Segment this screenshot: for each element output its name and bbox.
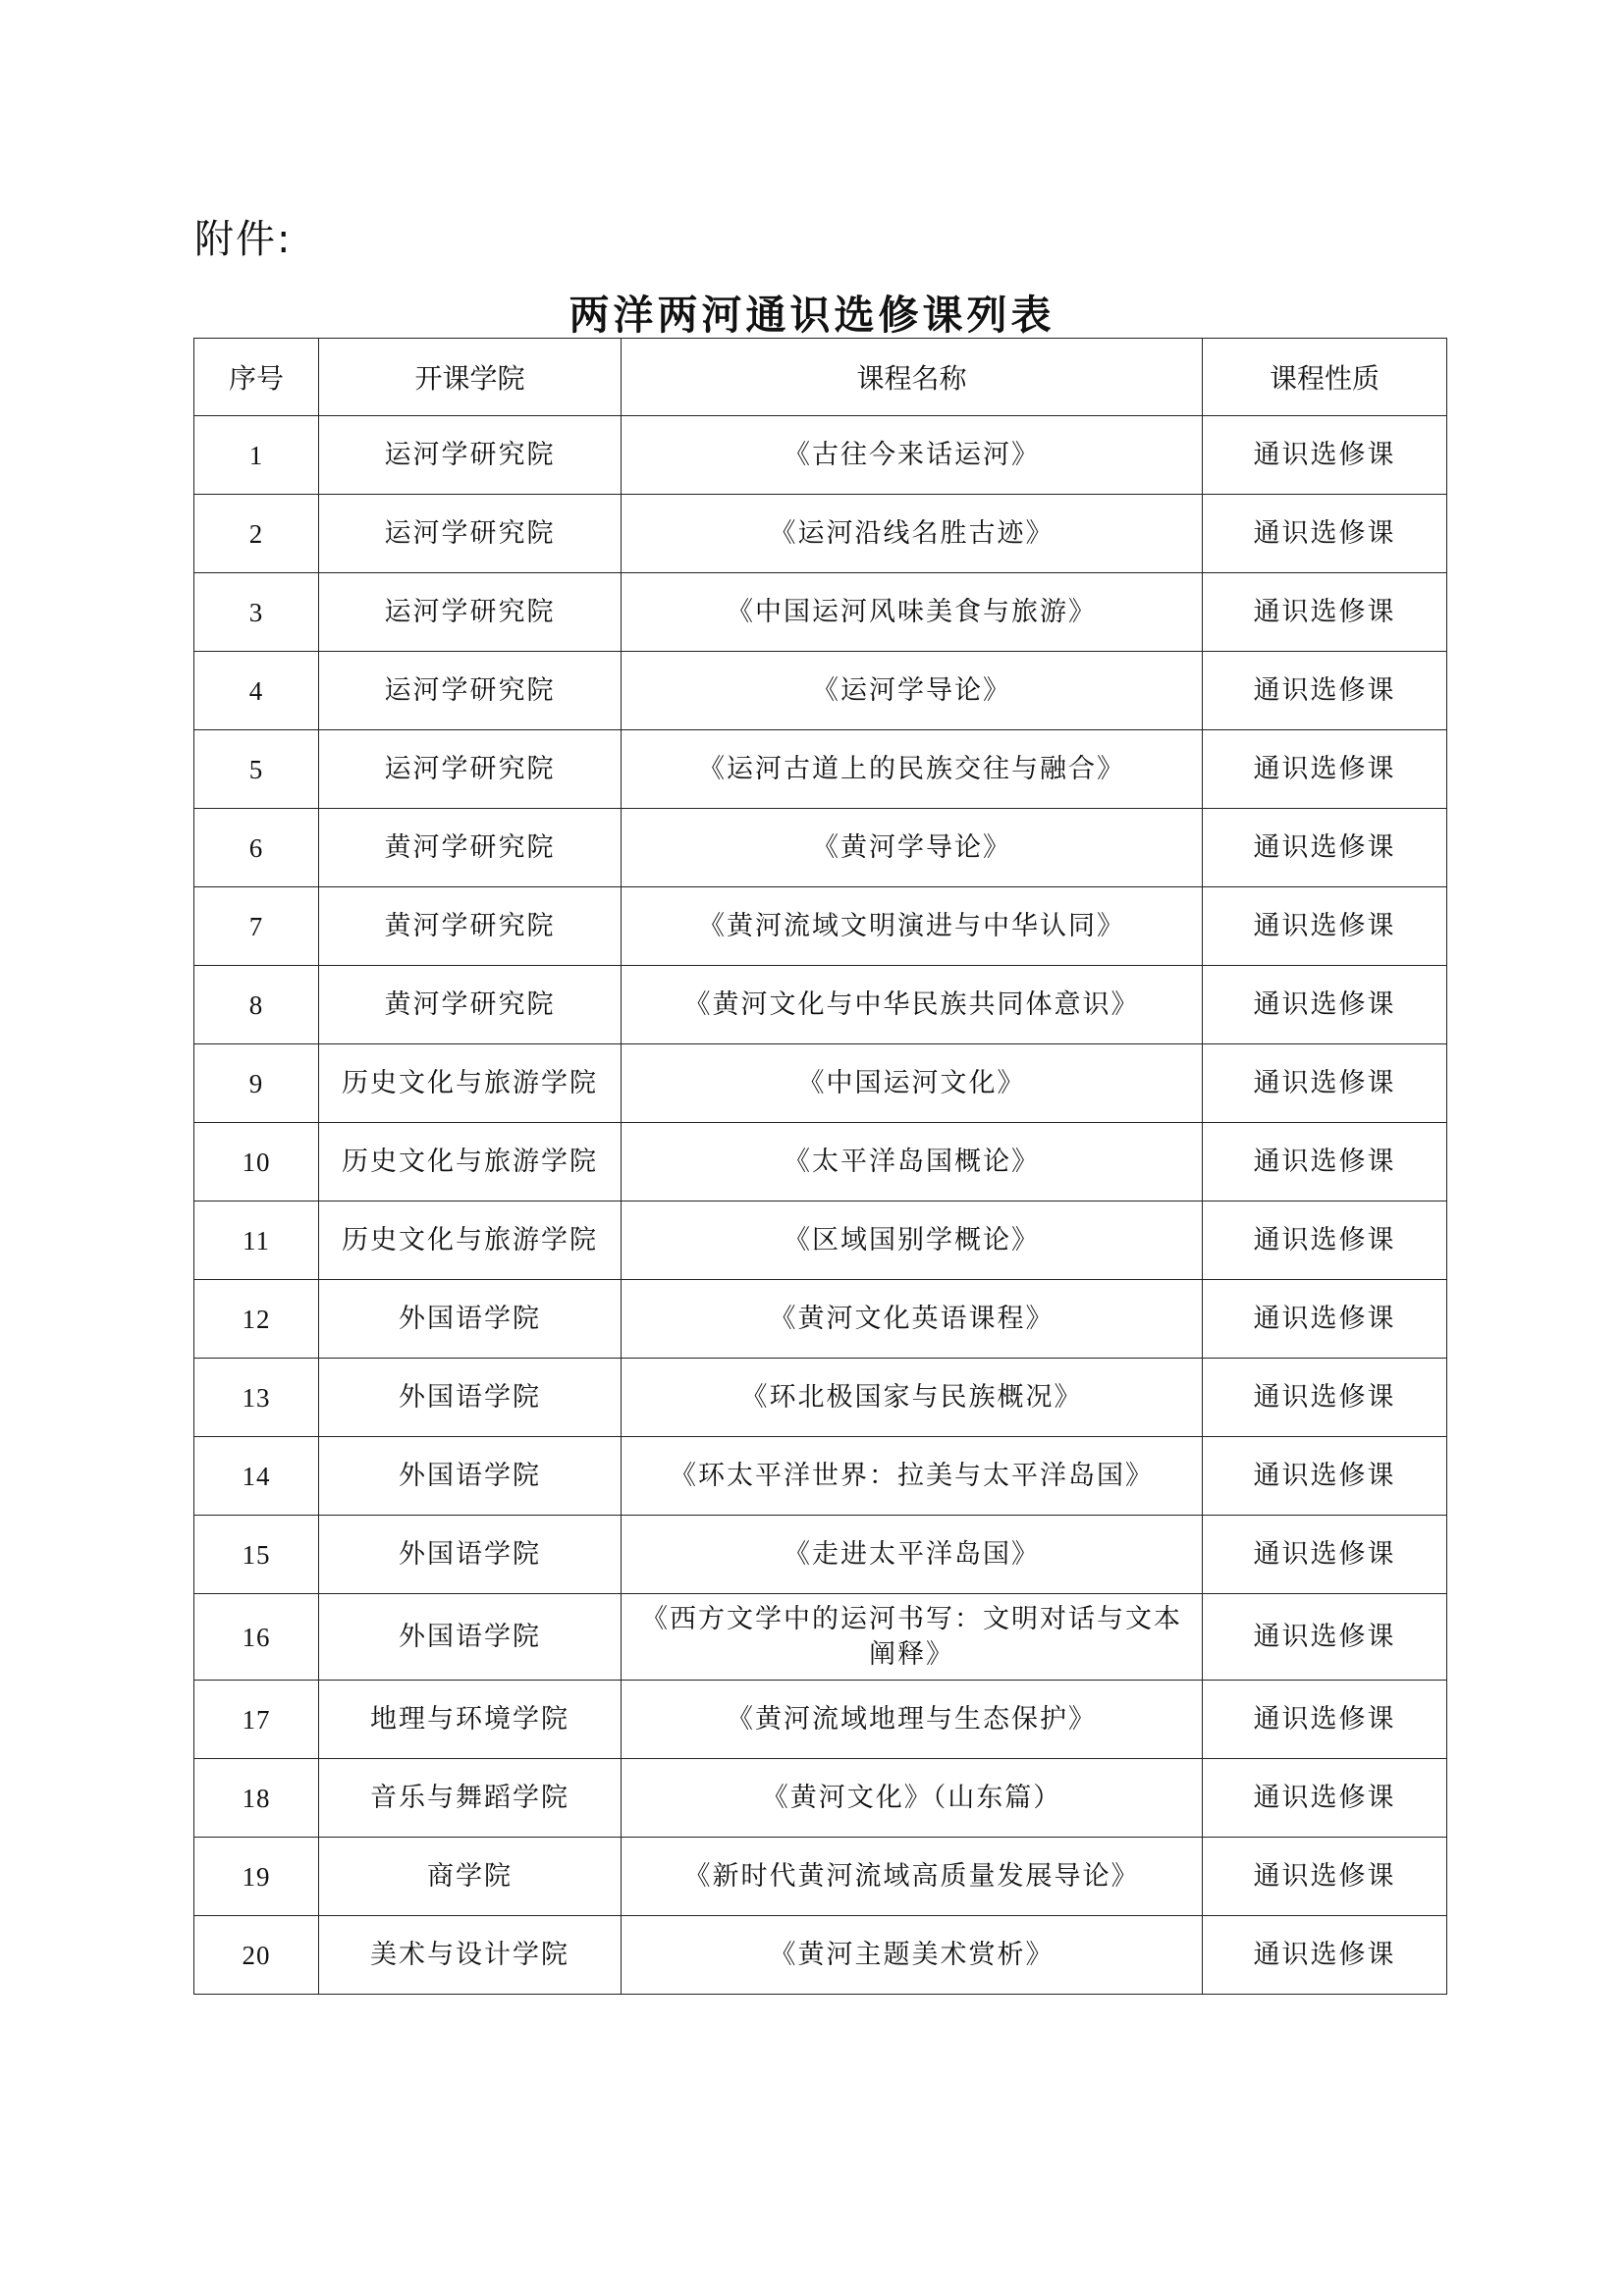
row-course-type: 通识选修课 bbox=[1203, 1594, 1447, 1681]
row-index: 11 bbox=[194, 1201, 319, 1280]
table-row bbox=[194, 809, 1447, 887]
table-row bbox=[194, 495, 1447, 573]
row-course-type: 通识选修课 bbox=[1203, 966, 1447, 1044]
row-index: 12 bbox=[194, 1280, 319, 1359]
row-college: 地理与环境学院 bbox=[319, 1681, 622, 1759]
row-course-type: 通识选修课 bbox=[1203, 1916, 1447, 1995]
table-row bbox=[194, 887, 1447, 966]
table-row bbox=[194, 1516, 1447, 1594]
row-index: 3 bbox=[194, 573, 319, 652]
row-index: 10 bbox=[194, 1123, 319, 1201]
row-course-type: 通识选修课 bbox=[1203, 1838, 1447, 1916]
table-row bbox=[194, 1594, 1447, 1681]
row-course-name: 《运河沿线名胜古迹》 bbox=[622, 495, 1203, 573]
row-college: 历史文化与旅游学院 bbox=[319, 1044, 622, 1123]
row-college: 美术与设计学院 bbox=[319, 1916, 622, 1995]
row-course-type: 通识选修课 bbox=[1203, 1280, 1447, 1359]
row-college: 外国语学院 bbox=[319, 1437, 622, 1516]
row-course-name: 《运河学导论》 bbox=[622, 652, 1203, 730]
table-row bbox=[194, 416, 1447, 495]
row-college: 音乐与舞蹈学院 bbox=[319, 1759, 622, 1838]
row-college: 外国语学院 bbox=[319, 1359, 622, 1437]
row-course-name: 《环太平洋世界：拉美与太平洋岛国》 bbox=[622, 1437, 1203, 1516]
row-index: 18 bbox=[194, 1759, 319, 1838]
table-row bbox=[194, 1916, 1447, 1995]
row-course-name: 《黄河文化与中华民族共同体意识》 bbox=[622, 966, 1203, 1044]
table-row bbox=[194, 730, 1447, 809]
row-college: 外国语学院 bbox=[319, 1594, 622, 1681]
row-course-type: 通识选修课 bbox=[1203, 416, 1447, 495]
row-course-name: 《黄河学导论》 bbox=[622, 809, 1203, 887]
row-index: 13 bbox=[194, 1359, 319, 1437]
row-index: 7 bbox=[194, 887, 319, 966]
row-course-type: 通识选修课 bbox=[1203, 495, 1447, 573]
table-row bbox=[194, 652, 1447, 730]
table-row bbox=[194, 1044, 1447, 1123]
table-row bbox=[194, 1359, 1447, 1437]
table-row bbox=[194, 1201, 1447, 1280]
row-course-name: 《黄河主题美术赏析》 bbox=[622, 1916, 1203, 1995]
row-index: 19 bbox=[194, 1838, 319, 1916]
row-course-type: 通识选修课 bbox=[1203, 1681, 1447, 1759]
row-course-name: 《新时代黄河流域高质量发展导论》 bbox=[622, 1838, 1203, 1916]
row-index: 14 bbox=[194, 1437, 319, 1516]
table-row bbox=[194, 1280, 1447, 1359]
row-course-name: 《黄河文化英语课程》 bbox=[622, 1280, 1203, 1359]
row-index: 15 bbox=[194, 1516, 319, 1594]
row-course-name: 《太平洋岛国概论》 bbox=[622, 1123, 1203, 1201]
row-course-name: 《中国运河风味美食与旅游》 bbox=[622, 573, 1203, 652]
row-index: 1 bbox=[194, 416, 319, 495]
row-college: 运河学研究院 bbox=[319, 573, 622, 652]
row-college: 黄河学研究院 bbox=[319, 887, 622, 966]
document-title: 两洋两河通识选修课列表 bbox=[568, 292, 1056, 339]
row-course-type: 通识选修课 bbox=[1203, 1516, 1447, 1594]
table-row bbox=[194, 1437, 1447, 1516]
row-college: 外国语学院 bbox=[319, 1516, 622, 1594]
row-index: 9 bbox=[194, 1044, 319, 1123]
row-course-type: 通识选修课 bbox=[1203, 1044, 1447, 1123]
row-course-type: 通识选修课 bbox=[1203, 573, 1447, 652]
row-college: 历史文化与旅游学院 bbox=[319, 1123, 622, 1201]
row-index: 6 bbox=[194, 809, 319, 887]
row-index: 20 bbox=[194, 1916, 319, 1995]
row-course-type: 通识选修课 bbox=[1203, 887, 1447, 966]
header-course-name: 课程名称 bbox=[622, 339, 1203, 416]
row-college: 运河学研究院 bbox=[319, 495, 622, 573]
row-course-type: 通识选修课 bbox=[1203, 809, 1447, 887]
row-course-name: 《古往今来话运河》 bbox=[622, 416, 1203, 495]
attachment-label: 附件: bbox=[194, 217, 293, 262]
header-college: 开课学院 bbox=[319, 339, 622, 416]
row-index: 17 bbox=[194, 1681, 319, 1759]
table-row bbox=[194, 1123, 1447, 1201]
table-header-row bbox=[194, 339, 1447, 416]
row-index: 5 bbox=[194, 730, 319, 809]
row-course-type: 通识选修课 bbox=[1203, 652, 1447, 730]
row-college: 运河学研究院 bbox=[319, 730, 622, 809]
table-row bbox=[194, 1681, 1447, 1759]
table-row bbox=[194, 966, 1447, 1044]
table-row bbox=[194, 573, 1447, 652]
row-college: 外国语学院 bbox=[319, 1280, 622, 1359]
header-course-type: 课程性质 bbox=[1203, 339, 1447, 416]
header-index: 序号 bbox=[194, 339, 319, 416]
row-course-name: 《环北极国家与民族概况》 bbox=[622, 1359, 1203, 1437]
row-course-name: 《运河古道上的民族交往与融合》 bbox=[622, 730, 1203, 809]
row-course-type: 通识选修课 bbox=[1203, 730, 1447, 809]
row-course-type: 通识选修课 bbox=[1203, 1759, 1447, 1838]
row-course-type: 通识选修课 bbox=[1203, 1201, 1447, 1280]
row-course-name: 《区域国别学概论》 bbox=[622, 1201, 1203, 1280]
row-index: 8 bbox=[194, 966, 319, 1044]
row-college: 商学院 bbox=[319, 1838, 622, 1916]
row-index: 16 bbox=[194, 1594, 319, 1681]
row-college: 运河学研究院 bbox=[319, 416, 622, 495]
course-table bbox=[193, 338, 1447, 1995]
row-course-name: 《黄河流域地理与生态保护》 bbox=[622, 1681, 1203, 1759]
row-course-type: 通识选修课 bbox=[1203, 1359, 1447, 1437]
row-course-type: 通识选修课 bbox=[1203, 1123, 1447, 1201]
row-course-name: 《中国运河文化》 bbox=[622, 1044, 1203, 1123]
row-college: 黄河学研究院 bbox=[319, 809, 622, 887]
row-index: 2 bbox=[194, 495, 319, 573]
table-row bbox=[194, 1759, 1447, 1838]
row-index: 4 bbox=[194, 652, 319, 730]
row-college: 运河学研究院 bbox=[319, 652, 622, 730]
row-course-name: 《西方文学中的运河书写：文明对话与文本阐释》 bbox=[622, 1594, 1203, 1681]
row-college: 历史文化与旅游学院 bbox=[319, 1201, 622, 1280]
row-college: 黄河学研究院 bbox=[319, 966, 622, 1044]
row-course-name: 《黄河文化》（山东篇） bbox=[622, 1759, 1203, 1838]
row-course-type: 通识选修课 bbox=[1203, 1437, 1447, 1516]
table-row bbox=[194, 1838, 1447, 1916]
row-course-name: 《走进太平洋岛国》 bbox=[622, 1516, 1203, 1594]
row-course-name: 《黄河流域文明演进与中华认同》 bbox=[622, 887, 1203, 966]
